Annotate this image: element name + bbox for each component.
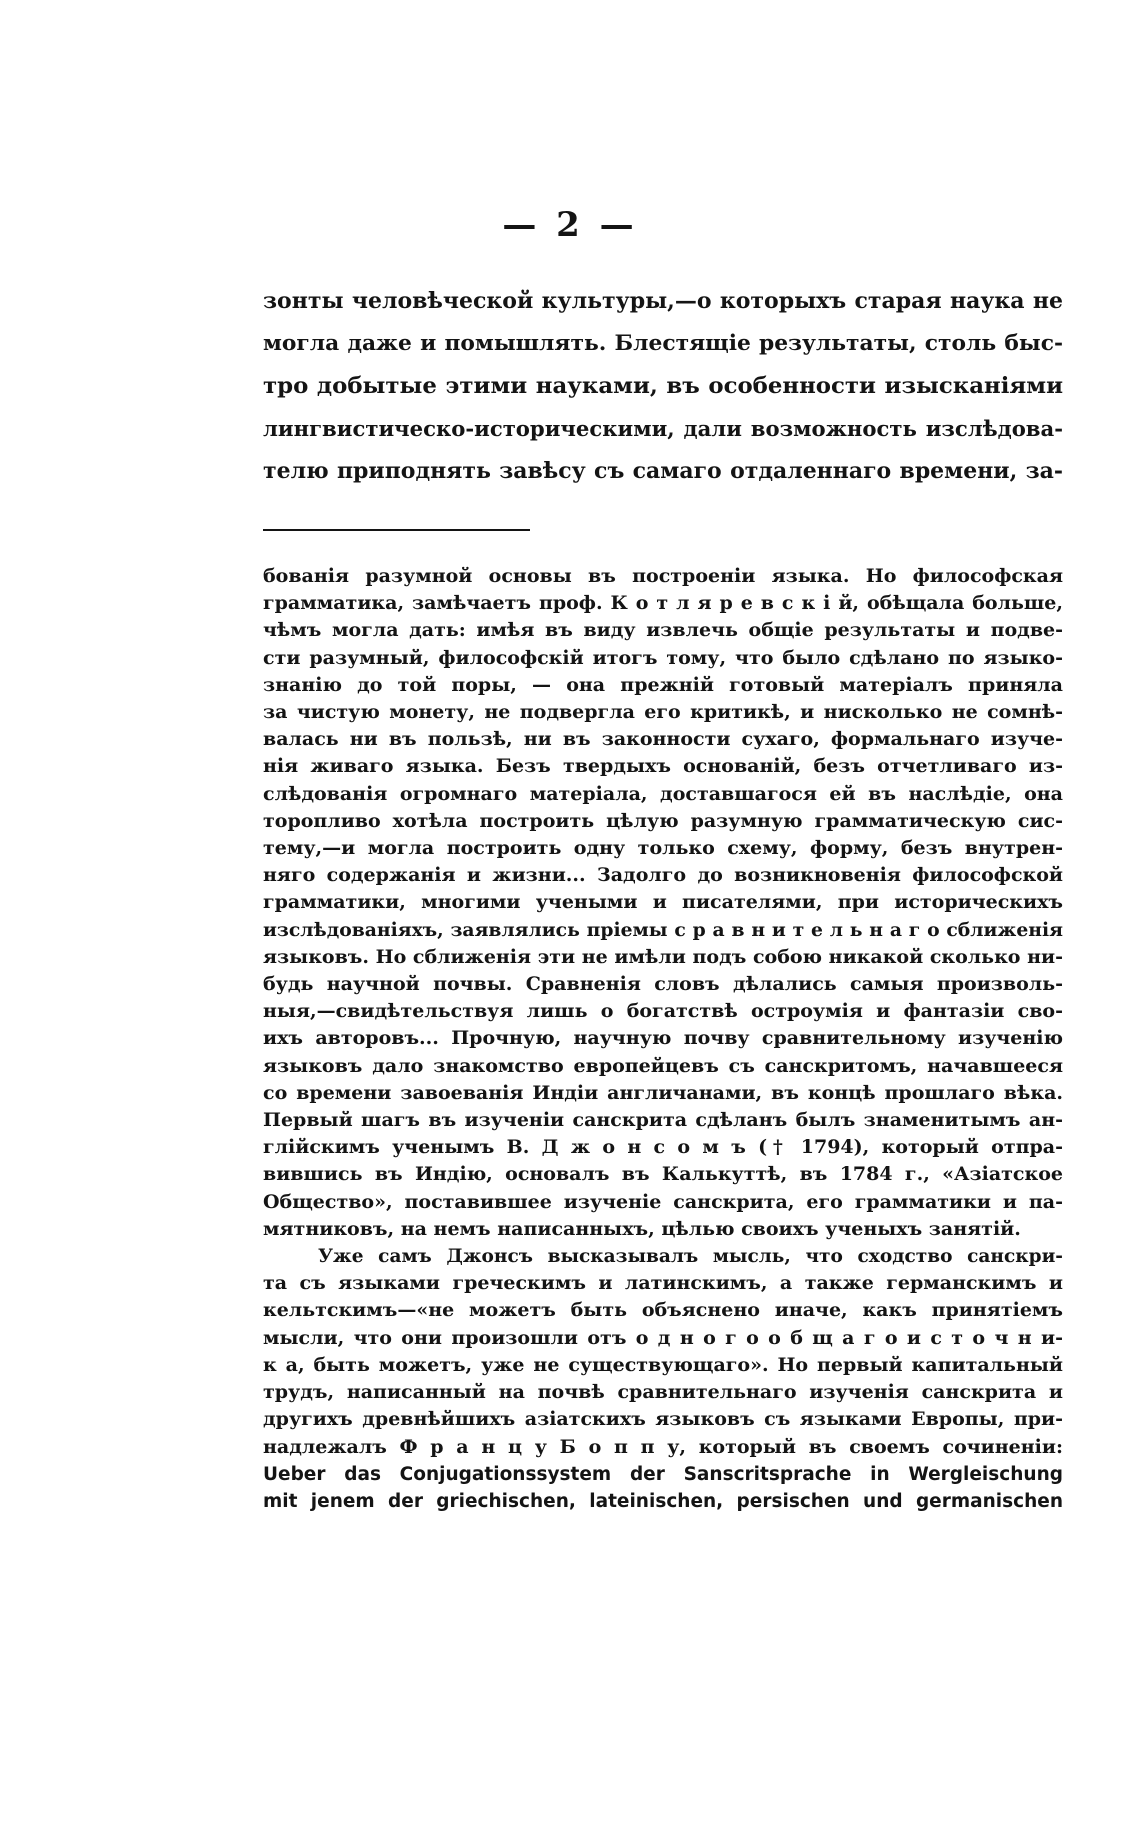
- footnote-line: Уже самъ Джонсъ высказывалъ мысль, что сходство санскри-: [318, 1246, 1063, 1268]
- footnote-line: ныя,—свидѣтельствуя лишь о богатствѣ остроумія и фантазіи сво-: [263, 1000, 1063, 1023]
- footnote-line: языковъ дало знакомство европейцевъ съ санскритомъ, начавшееся: [263, 1054, 1063, 1077]
- main-text-line: зонты человѣческой культуры,—о которыхъ старая наука не: [263, 288, 1063, 314]
- footnote-line: языковъ. Но сближенія эти не имѣли подъ собою никакой сколько ни-: [263, 945, 1063, 968]
- footnote-line: мысли, что они произошли отъ о д н о г о о б щ а г о и с т о ч н и-: [263, 1326, 1063, 1349]
- footnote-line: другихъ древнѣйшихъ азіатскихъ языковъ съ языками Европы, при-: [263, 1408, 1063, 1431]
- footnote-line: слѣдованія огромнаго матеріала, доставшагося ей въ наслѣдіе, она: [263, 782, 1063, 805]
- footnote-line: кельтскимъ—«не можетъ быть объяснено иначе, какъ принятіемъ: [263, 1299, 1063, 1322]
- main-text-line: тро добытые этими науками, въ особенности изысканіями: [263, 373, 1063, 399]
- footnote-line: няго содержанія и жизни... Задолго до возникновенія философской: [263, 864, 1063, 887]
- footnote-line: Первый шагъ въ изученіи санскрита сдѣланъ былъ знаменитымъ ан-: [263, 1109, 1063, 1132]
- footnote-line: нія живаго языка. Безъ твердыхъ основаній, безъ отчетливаго из-: [263, 755, 1063, 778]
- footnote-line: чѣмъ могла дать: имѣя въ виду извлечь общіе результаты и подве-: [263, 619, 1063, 642]
- main-text: [263, 280, 1063, 493]
- footnote-line: валась ни въ пользѣ, ни въ законности сухаго, формальнаго изуче-: [263, 728, 1063, 751]
- footnote-line: со времени завоеванія Индіи англичанами, въ концѣ прошлаго вѣка.: [263, 1081, 1063, 1104]
- footnote-line: та съ языками греческимъ и латинскимъ, а также германскимъ и: [263, 1272, 1063, 1295]
- footnote-line: сти разумный, философскій итогъ тому, что было сдѣлано по языко-: [263, 646, 1063, 669]
- footnote-line: трудъ, написанный на почвѣ сравнительнаго изученія санскрита и: [263, 1381, 1063, 1404]
- footnote-line: мятниковъ, на немъ написанныхъ, цѣлью своихъ ученыхъ занятій.: [263, 1217, 1021, 1240]
- footnote-line: будь научной почвы. Сравненія словъ дѣлались самыя произволь-: [263, 973, 1063, 996]
- footnote-line: изслѣдованіяхъ, заявлялись пріемы с р а в н и т е л ь н а г о сближенія: [263, 918, 1063, 941]
- footnote-line: mit jenem der griechischen, lateinischen, persischen und germanischen: [263, 1490, 1063, 1512]
- footnote-line: вившись въ Индію, основалъ въ Калькуттѣ, въ 1784 г., «Азіатское: [263, 1163, 1063, 1186]
- footnote-line: ихъ авторовъ... Прочную, научную почву сравнительному изученію: [263, 1027, 1063, 1050]
- footnote-line: бованія разумной основы въ построеніи языка. Но философская: [263, 565, 1063, 587]
- footnote-line: к а, быть можетъ, уже не существующаго». Но первый капитальный: [263, 1353, 1063, 1376]
- footnote-line: надлежалъ Ф р а н ц у Б о п п у, который въ своемъ сочиненіи:: [263, 1435, 1063, 1458]
- main-text-line: лингвистическо-историческими, дали возможность изслѣдова-: [263, 415, 1063, 441]
- footnote-line: Общество», поставившее изученіе санскрита, его грамматики и па-: [263, 1190, 1063, 1213]
- main-text-line: могла даже и помышлять. Блестящіе результаты, столь быс-: [263, 330, 1063, 356]
- page-number: — 2 —: [502, 205, 638, 245]
- footnote-line: торопливо хотѣла построить цѣлую разумную грамматическую сис-: [263, 809, 1063, 832]
- footnote-line: грамматика, замѣчаетъ проф. К о т л я р е в с к і й, обѣщала больше,: [263, 592, 1063, 615]
- footnote-line: знанію до той поры, — она прежній готовый матеріалъ приняла: [263, 673, 1063, 696]
- footnote-line: за чистую монету, не подвергла его критикѣ, и нисколько не сомнѣ-: [263, 701, 1063, 724]
- footnote-line: Ueber das Conjugationssystem der Sanscritsprache in Wergleischung: [263, 1463, 1063, 1485]
- footnote-line: тему,—и могла построить одну только схему, форму, безъ внутрен-: [263, 837, 1063, 860]
- footnote-divider: [263, 529, 530, 531]
- footnote-line: глійскимъ ученымъ В. Д ж о н с о м ъ († 1794), который отпра-: [263, 1136, 1063, 1159]
- footnote-line: грамматики, многими учеными и писателями, при историческихъ: [263, 891, 1063, 914]
- main-text-line: телю приподнять завѣсу съ самаго отдаленнаго времени, за-: [263, 458, 1063, 484]
- footnote: [263, 563, 1063, 1515]
